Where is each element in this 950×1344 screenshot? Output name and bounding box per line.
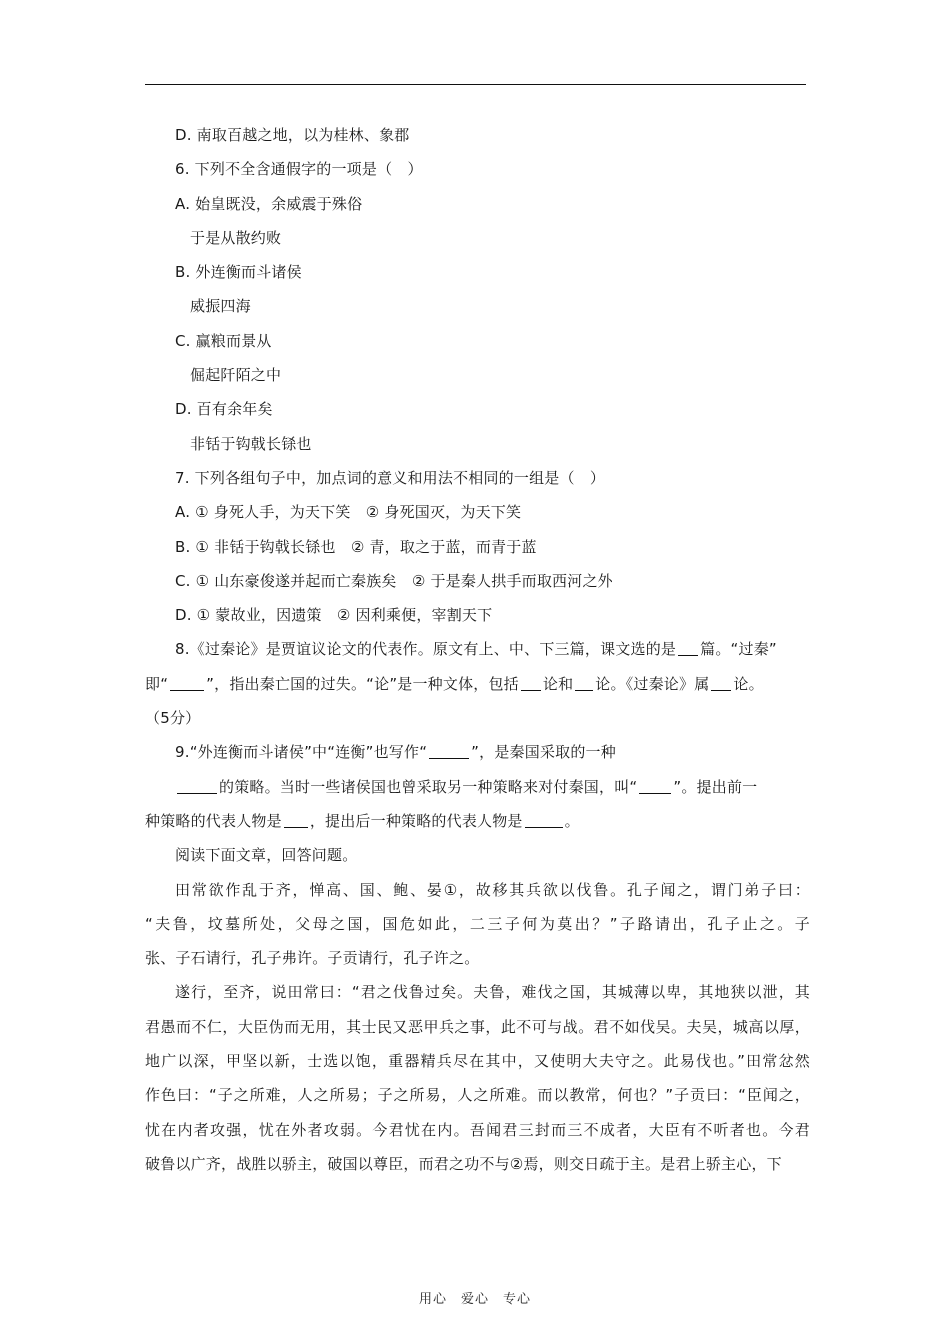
reading-paragraph-1 — [145, 873, 810, 976]
text-line: 7. 下列各组句子中，加点词的意义和用法不相同的一组是（ ） — [175, 468, 606, 487]
answer-blank[interactable] — [521, 672, 541, 691]
answer-blank[interactable] — [177, 775, 217, 794]
answer-blank[interactable] — [429, 740, 469, 759]
reading-intro: 阅读下面文章，回答问题。 — [175, 846, 358, 865]
text-line: D. 百有余年矣 — [175, 400, 273, 419]
passage-line: 遂行，至齐，说田常曰：“君之伐鲁过矣。夫鲁，难伐之国，其城薄以卑，其地狭以泄，其 — [175, 983, 810, 1002]
text-line: 于是从散约败 — [190, 228, 282, 247]
passage-line: 田常欲作乱于齐，惮高、国、鲍、晏①，故移其兵欲以伐鲁。孔子闻之，谓门弟子曰： — [175, 880, 810, 899]
passage-line: 地广以深，甲坚以新，士选以饱，重器精兵尽在其中，又使明大夫守之。此易伐也。”田常忿然 — [145, 1052, 810, 1071]
q8-text: 论。《过秦论》属 — [595, 674, 710, 693]
passage-line: 张、子石请行，孔子弗许。子贡请行，孔子许之。 — [145, 949, 480, 968]
q9-text: ”。提出前一 — [673, 777, 758, 796]
question-8-line-1 — [145, 632, 810, 666]
header-rule — [145, 84, 806, 85]
q8-text: 即“ — [145, 674, 169, 693]
text-line: 6. 下列不全含通假字的一项是（ ） — [175, 160, 423, 179]
answer-blank[interactable] — [284, 809, 308, 828]
q9-text: 。 — [564, 811, 580, 830]
question-9-line-1 — [145, 735, 810, 769]
text-line: C. 赢粮而景从 — [175, 331, 272, 350]
q8-text: 论。 — [733, 674, 764, 693]
passage-line: 君愚而不仁，大臣伪而无用，其士民又恶甲兵之事，此不可与战。君不如伐吴。夫吴，城高以厚， — [145, 1017, 810, 1036]
answer-blank[interactable] — [575, 672, 593, 691]
q8-text: 论和 — [542, 674, 574, 693]
text-line: 非铦于钩戟长铩也 — [190, 434, 312, 453]
question-8-line-3: （5分） — [145, 709, 201, 728]
passage-line: 作色曰：“子之所难，人之所易；子之所易，人之所难。而以教常，何也？”子贡曰：“臣闻之， — [145, 1086, 810, 1105]
q9-text: 种策略的代表人物是 — [145, 811, 282, 830]
text-line: C. ① 山东豪俊遂并起而亡秦族矣 ② 于是秦人拱手而取西河之外 — [175, 571, 613, 590]
text-line: A. 始皇既没，余威震于殊俗 — [175, 194, 363, 213]
question-9-line-3 — [145, 804, 810, 838]
answer-blank[interactable] — [711, 672, 731, 691]
question-9-line-2 — [145, 770, 810, 804]
page-content — [145, 118, 810, 1181]
reading-paragraph-2 — [145, 975, 810, 1181]
q9-text: 的策略。当时一些诸侯国也曾采取另一种策略来对付秦国，叫“ — [219, 777, 638, 796]
q9-text: ”，是秦国采取的一种 — [471, 743, 616, 762]
answer-blank[interactable] — [525, 809, 563, 828]
text-line: A. ① 身死人手，为天下笑 ② 身死国灭，为天下笑 — [175, 503, 522, 522]
answer-blank[interactable] — [678, 637, 698, 656]
text-line: D. 南取百越之地，以为桂林、象郡 — [175, 126, 410, 144]
q8-text: ”，指出秦亡国的过失。“论”是一种文体，包括 — [206, 674, 519, 693]
q8-text: 篇。“过秦” — [700, 640, 777, 659]
answer-blank[interactable] — [639, 775, 671, 794]
text-line: B. 外连衡而斗诸侯 — [175, 263, 302, 282]
question-options-block — [145, 118, 810, 632]
question-8-line-2 — [145, 667, 810, 701]
answer-blank[interactable] — [170, 672, 204, 691]
passage-line: “夫鲁，坟墓所处，父母之国，国危如此，二三子何为莫出？”子路请出，孔子止之。子 — [145, 914, 810, 933]
passage-line: 破鲁以广齐，战胜以骄主，破国以尊臣，而君之功不与②焉，则交日疏于主。是君上骄主心，下 — [145, 1154, 782, 1173]
page-footer: 用心 爱心 专心 — [418, 1292, 531, 1307]
text-line: 倔起阡陌之中 — [190, 366, 282, 385]
q9-text: ，提出后一种策略的代表人物是 — [309, 811, 523, 830]
text-line: B. ① 非铦于钩戟长铩也 ② 青，取之于蓝，而青于蓝 — [175, 537, 537, 556]
q8-text: 8.《过秦论》是贾谊议论文的代表作。原文有上、中、下三篇，课文选的是 — [175, 640, 677, 659]
q9-text: 9.“外连衡而斗诸侯”中“连衡”也写作“ — [175, 743, 428, 762]
text-line: D. ① 蒙故业，因遗策 ② 因利乘便，宰割天下 — [175, 606, 493, 625]
text-line: 威振四海 — [190, 297, 251, 316]
passage-line: 忧在内者攻强，忧在外者攻弱。今君忧在内。吾闻君三封而三不成者，大臣有不听者也。今君 — [145, 1120, 810, 1139]
